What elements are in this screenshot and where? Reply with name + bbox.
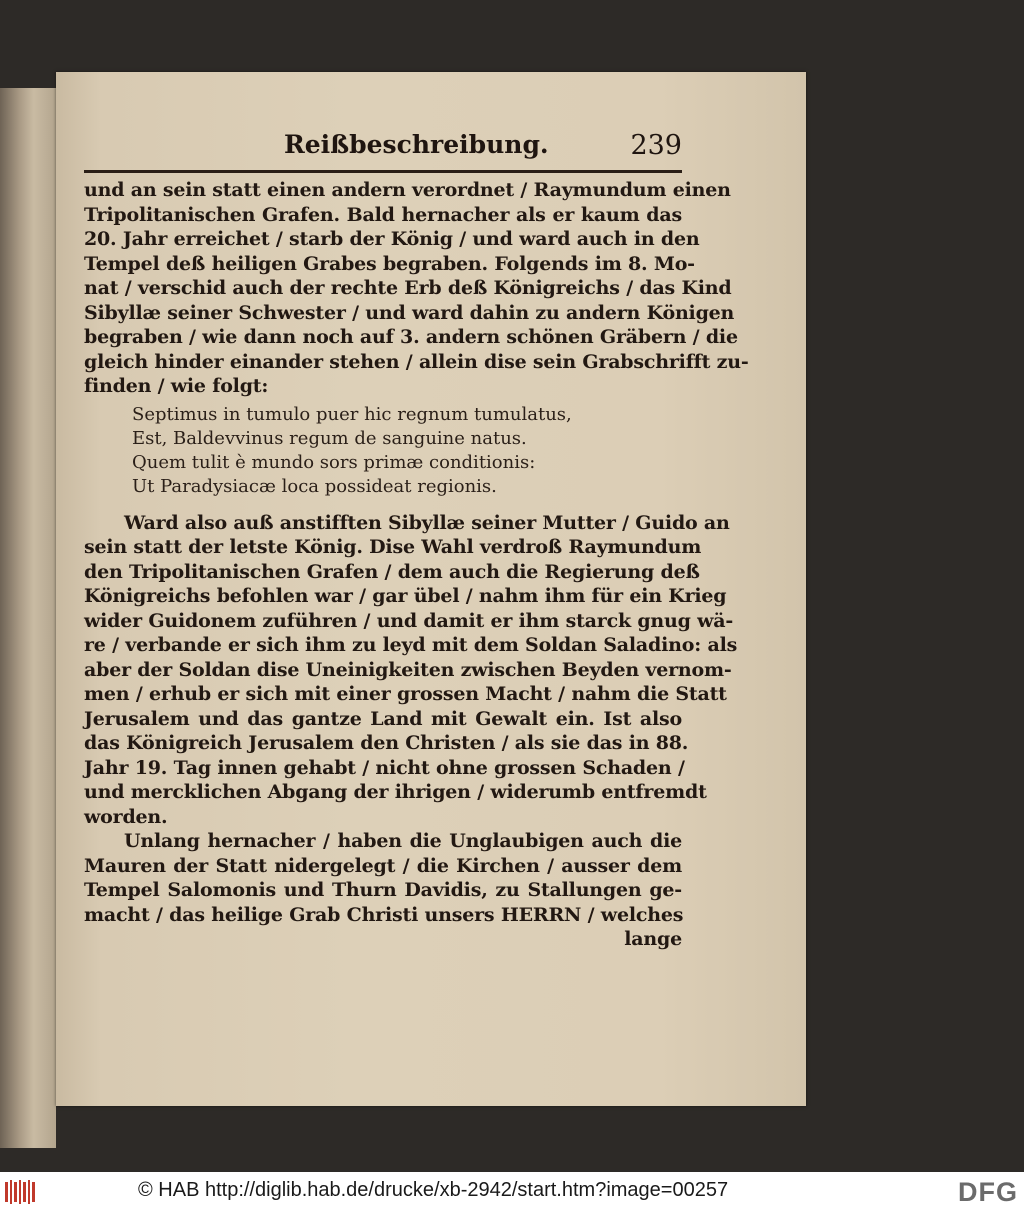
text-line: und an sein statt einen andern verordnet / Raymundum einen xyxy=(84,179,731,201)
text-line: Sibyllæ seiner Schwester / und ward dahin zu andern Königen xyxy=(84,301,735,324)
text-line: Ward also auß anstifften Sibyllæ seiner Mutter / Guido an xyxy=(124,511,730,534)
page-number: 239 xyxy=(630,130,682,161)
running-title: Reißbeschreibung. xyxy=(284,130,549,159)
paragraph-b xyxy=(84,511,738,830)
verse-line: Quem tulit è mundo sors primæ conditionis: xyxy=(132,451,536,473)
copyright-link[interactable]: © HAB http://diglib.hab.de/drucke/xb-2942/start.htm?image=00257 xyxy=(138,1179,729,1201)
viewer-footer xyxy=(0,1172,1024,1212)
paragraph-a xyxy=(84,178,749,399)
text-line: wider Guidonem zuführen / und damit er ihm starck gnug wä- xyxy=(84,609,734,632)
left-page-edge xyxy=(0,88,56,1148)
text-line: 20. Jahr erreichet / starb der König / und ward auch in den xyxy=(84,228,700,250)
text-line: Tripolitanischen Grafen. Bald hernacher als er kaum das xyxy=(84,203,682,226)
text-line: Jahr 19. Tag innen gehabt / nicht ohne grossen Schaden / xyxy=(84,756,685,779)
text-line: nat / verschid auch der rechte Erb deß Königreichs / das Kind xyxy=(84,277,732,299)
text-line: Unlang hernacher / haben die Unglaubigen auch die xyxy=(124,830,682,852)
header-rule xyxy=(84,170,682,173)
text-line: gleich hinder einander stehen / allein dise sein Grabschrifft zu- xyxy=(84,350,749,373)
hab-barcode-logo-icon[interactable] xyxy=(4,1178,38,1206)
text-line: worden. xyxy=(84,805,168,828)
text-line: re / verbande er sich ihm zu leyd mit dem Soldan Saladino: als xyxy=(84,634,738,656)
catchword: lange xyxy=(624,928,682,950)
text-line: Königreichs befohlen war / gar übel / nahm ihm für ein Krieg xyxy=(84,585,727,607)
text-line: macht / das heilige Grab Christi unsers HERRN / welches xyxy=(84,903,684,926)
text-line: den Tripolitanischen Grafen / dem auch die Regierung deß xyxy=(84,560,700,583)
verse-line: Septimus in tumulo puer hic regnum tumulatus, xyxy=(132,403,572,425)
text-line: men / erhub er sich mit einer grossen Macht / nahm die Statt xyxy=(84,683,727,705)
text-line: Tempel deß heiligen Grabes begraben. Folgends im 8. Mo- xyxy=(84,252,695,275)
paragraph-gap xyxy=(84,499,682,511)
page-header xyxy=(84,130,682,166)
text-line: finden / wie folgt: xyxy=(84,375,269,397)
verse-line: Ut Paradysiacæ loca possideat regionis. xyxy=(132,475,497,497)
text-line: Mauren der Statt nidergelegt / die Kirchen / ausser dem xyxy=(84,854,682,877)
text-line: aber der Soldan dise Uneinigkeiten zwischen Beyden vernom- xyxy=(84,658,732,681)
verse-line: Est, Baldevvinus regum de sanguine natus. xyxy=(132,427,527,449)
text-line: und mercklichen Abgang der ihrigen / widerumb entfremdt xyxy=(84,781,707,803)
book-page xyxy=(56,72,806,1106)
text-line: Tempel Salomonis und Thurn Davidis, zu Stallungen ge- xyxy=(84,879,682,901)
page-body xyxy=(84,178,749,952)
epitaph-verse xyxy=(84,403,682,499)
text-line: das Königreich Jerusalem den Christen / als sie das in 88. xyxy=(84,732,689,754)
text-line: Jerusalem und das gantze Land mit Gewalt ein. Ist also xyxy=(84,707,682,730)
text-line: begraben / wie dann noch auf 3. andern schönen Gräbern / die xyxy=(84,326,738,348)
paragraph-c xyxy=(84,829,682,952)
text-line: sein statt der letste König. Dise Wahl verdroß Raymundum xyxy=(84,536,702,558)
dfg-logo-icon[interactable]: DFG xyxy=(958,1177,1018,1207)
